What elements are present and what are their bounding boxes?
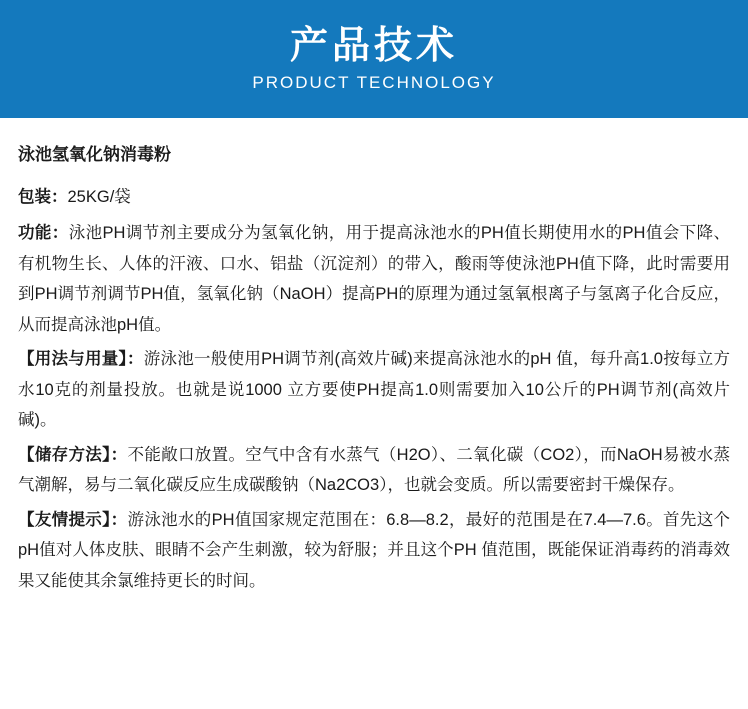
section-tips-text: 游泳池水的PH值国家规定范围在：6.8—8.2，最好的范围是在7.4—7.6。首先这个pH值对人体皮肤、眼睛不会产生刺激，较为舒服；并且这个PH 值范围，既能保证消毒药的消毒效果又能使其余氯维持更长的时间。 — [18, 510, 731, 590]
section-tips — [18, 505, 730, 597]
section-packaging-label: 包装： — [18, 187, 68, 206]
section-storage-text: 不能敞口放置。空气中含有水蒸气（H2O）、二氧化碳（CO2），而NaOH易被水蒸气潮解，易与二氧化碳反应生成碳酸钠（Na2CO3），也就会变质。所以需要密封干燥保存。 — [18, 445, 731, 495]
section-usage-label: 【用法与用量】： — [18, 350, 144, 369]
product-title: 泳池氢氧化钠消毒粉 — [18, 145, 171, 164]
section-storage-label: 【储存方法】： — [18, 445, 128, 464]
page-banner — [0, 0, 748, 118]
section-function-label: 功能： — [18, 224, 69, 243]
section-storage — [18, 440, 730, 501]
section-usage — [18, 344, 730, 436]
section-packaging-text: 25KG/袋 — [67, 187, 131, 206]
section-tips-label: 【友情提示】： — [18, 510, 128, 529]
section-packaging — [18, 182, 730, 213]
section-function-text: 泳池PH调节剂主要成分为氢氧化钠，用于提高泳池水的PH值长期使用水的PH值会下降、有机物生长、人体的汗液、口水、铝盐（沉淀剂）的带入，酸雨等使泳池PH值下降，此时需要用到PH调节剂调节PH值，氢氧化钠（NaOH）提高PH的原理为通过氢氧根离子与氢离子化合反应，从而提高泳池pH值。 — [18, 224, 730, 334]
section-usage-text: 游泳池一般使用PH调节剂(高效片碱)来提高泳池水的pH 值，每升高1.0按每立方水10克的剂量投放。也就是说1000 立方要使PH提高1.0则需要加入10公斤的PH调节剂(高效片碱)。 — [18, 350, 730, 430]
section-function — [18, 218, 730, 340]
banner-subtitle: PRODUCT TECHNOLOGY — [252, 72, 496, 92]
banner-title: 产品技术 — [289, 24, 458, 67]
document-content — [0, 118, 748, 610]
